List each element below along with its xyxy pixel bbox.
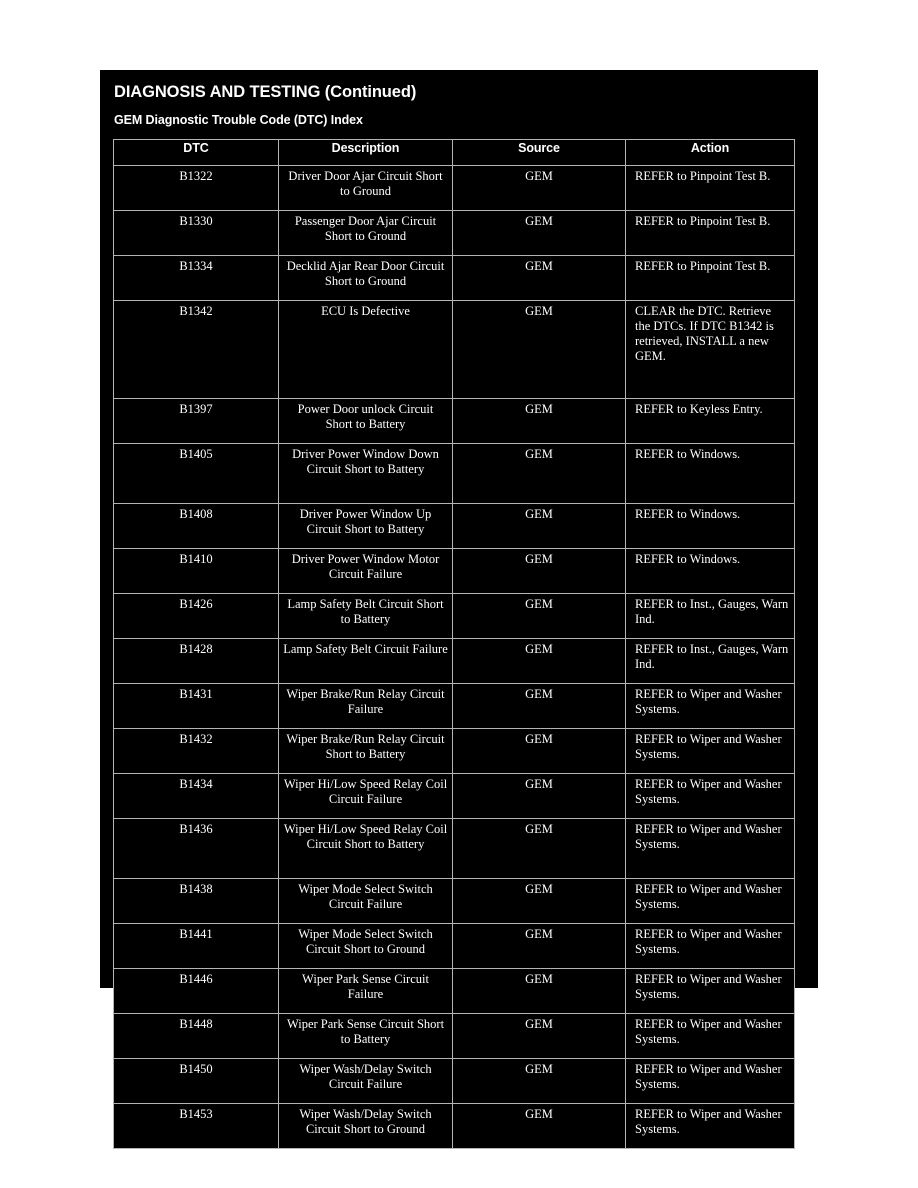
cell-dtc: B1431 [114,684,279,729]
table-row [114,256,795,301]
cell-action: REFER to Wiper and Washer Systems. [626,1104,795,1149]
table-header [114,140,795,166]
cell-action: REFER to Wiper and Washer Systems. [626,729,795,774]
cell-source: GEM [453,969,626,1014]
cell-source: GEM [453,1059,626,1104]
cell-dtc: B1410 [114,549,279,594]
cell-source: GEM [453,1014,626,1059]
cell-action: REFER to Wiper and Washer Systems. [626,774,795,819]
table-row [114,399,795,444]
table-row [114,166,795,211]
table-row [114,684,795,729]
cell-action: REFER to Pinpoint Test B. [626,211,795,256]
section-heading: GEM Diagnostic Trouble Code (DTC) Index [114,113,363,127]
table-row [114,504,795,549]
cell-action: REFER to Inst., Gauges, Warn Ind. [626,594,795,639]
table-body [114,166,795,1149]
cell-dtc: B1441 [114,924,279,969]
cell-description: Wiper Wash/Delay Switch Circuit Failure [279,1059,453,1104]
cell-description: Wiper Park Sense Circuit Short to Battery [279,1014,453,1059]
cell-dtc: B1330 [114,211,279,256]
cell-dtc: B1434 [114,774,279,819]
cell-source: GEM [453,166,626,211]
column-header-source: Source [453,140,626,166]
cell-source: GEM [453,1104,626,1149]
cell-action: REFER to Windows. [626,549,795,594]
cell-source: GEM [453,594,626,639]
cell-dtc: B1436 [114,819,279,879]
cell-source: GEM [453,504,626,549]
cell-dtc: B1397 [114,399,279,444]
column-header-dtc: DTC [114,140,279,166]
page-title: DIAGNOSIS AND TESTING (Continued) [114,83,417,101]
cell-action: REFER to Windows. [626,504,795,549]
cell-dtc: B1450 [114,1059,279,1104]
table-row [114,639,795,684]
cell-source: GEM [453,444,626,504]
cell-action: REFER to Wiper and Washer Systems. [626,1059,795,1104]
cell-description: Decklid Ajar Rear Door Circuit Short to Ground [279,256,453,301]
cell-description: Driver Power Window Motor Circuit Failure [279,549,453,594]
cell-source: GEM [453,211,626,256]
cell-source: GEM [453,924,626,969]
cell-dtc: B1448 [114,1014,279,1059]
table-row [114,444,795,504]
column-header-description: Description [279,140,453,166]
cell-description: Wiper Mode Select Switch Circuit Failure [279,879,453,924]
cell-description: Passenger Door Ajar Circuit Short to Ground [279,211,453,256]
cell-dtc: B1438 [114,879,279,924]
cell-dtc: B1322 [114,166,279,211]
cell-dtc: B1432 [114,729,279,774]
cell-action: REFER to Inst., Gauges, Warn Ind. [626,639,795,684]
table-row [114,301,795,399]
cell-source: GEM [453,301,626,399]
cell-source: GEM [453,774,626,819]
cell-action: REFER to Wiper and Washer Systems. [626,1014,795,1059]
cell-action: REFER to Wiper and Washer Systems. [626,924,795,969]
table-row [114,549,795,594]
cell-action: REFER to Pinpoint Test B. [626,256,795,301]
column-header-action: Action [626,140,795,166]
table-header-row [114,140,795,166]
dtc-index-table [113,139,795,1149]
table-row [114,819,795,879]
cell-dtc: B1428 [114,639,279,684]
cell-dtc: B1426 [114,594,279,639]
cell-description: Driver Power Window Up Circuit Short to Battery [279,504,453,549]
cell-action: REFER to Wiper and Washer Systems. [626,819,795,879]
cell-dtc: B1405 [114,444,279,504]
table-row [114,924,795,969]
cell-source: GEM [453,639,626,684]
cell-description: Driver Power Window Down Circuit Short to Battery [279,444,453,504]
table-row [114,594,795,639]
table-row [114,1059,795,1104]
cell-description: Power Door unlock Circuit Short to Battery [279,399,453,444]
cell-description: Wiper Brake/Run Relay Circuit Failure [279,684,453,729]
cell-description: Wiper Brake/Run Relay Circuit Short to Battery [279,729,453,774]
cell-dtc: B1342 [114,301,279,399]
cell-dtc: B1334 [114,256,279,301]
cell-description: Wiper Mode Select Switch Circuit Short to Ground [279,924,453,969]
table-row [114,1014,795,1059]
cell-action: REFER to Windows. [626,444,795,504]
cell-action: REFER to Wiper and Washer Systems. [626,969,795,1014]
cell-description: Wiper Hi/Low Speed Relay Coil Circuit Short to Battery [279,819,453,879]
cell-description: ECU Is Defective [279,301,453,399]
cell-source: GEM [453,549,626,594]
table-row [114,1104,795,1149]
cell-description: Lamp Safety Belt Circuit Short to Battery [279,594,453,639]
cell-description: Driver Door Ajar Circuit Short to Ground [279,166,453,211]
cell-description: Wiper Hi/Low Speed Relay Coil Circuit Failure [279,774,453,819]
cell-action: REFER to Keyless Entry. [626,399,795,444]
cell-dtc: B1446 [114,969,279,1014]
cell-source: GEM [453,729,626,774]
cell-action: REFER to Wiper and Washer Systems. [626,684,795,729]
cell-action: REFER to Wiper and Washer Systems. [626,879,795,924]
cell-source: GEM [453,256,626,301]
table-row [114,211,795,256]
cell-source: GEM [453,399,626,444]
cell-action: CLEAR the DTC. Retrieve the DTCs. If DTC B1342 is retrieved, INSTALL a new GEM. [626,301,795,399]
table-row [114,774,795,819]
cell-dtc: B1408 [114,504,279,549]
cell-description: Lamp Safety Belt Circuit Failure [279,639,453,684]
cell-description: Wiper Park Sense Circuit Failure [279,969,453,1014]
cell-source: GEM [453,819,626,879]
table-row [114,969,795,1014]
cell-dtc: B1453 [114,1104,279,1149]
table-row [114,879,795,924]
cell-source: GEM [453,684,626,729]
cell-action: REFER to Pinpoint Test B. [626,166,795,211]
cell-description: Wiper Wash/Delay Switch Circuit Short to Ground [279,1104,453,1149]
document-page-panel [100,70,818,1136]
cell-source: GEM [453,879,626,924]
table-row [114,729,795,774]
